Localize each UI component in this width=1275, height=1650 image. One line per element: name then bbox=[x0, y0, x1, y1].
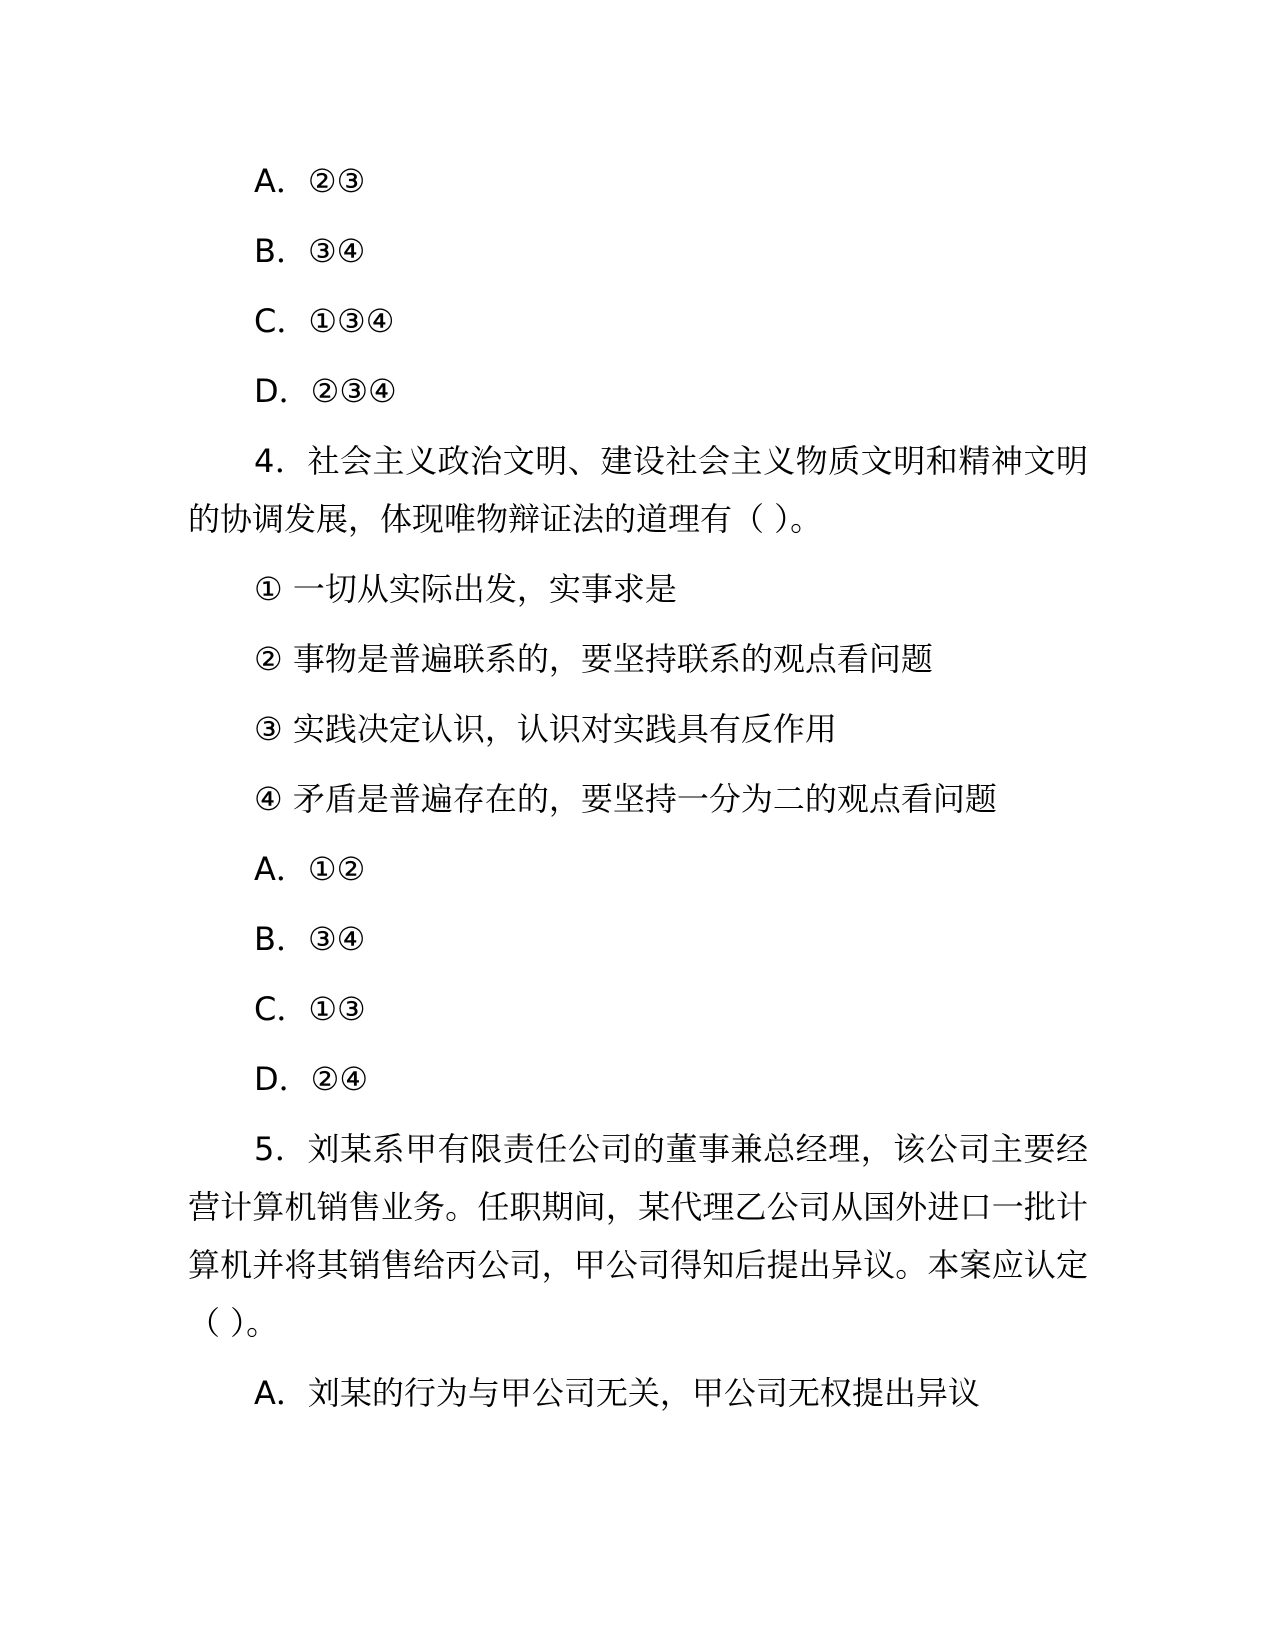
q3-option-a: A．②③ bbox=[254, 162, 366, 200]
q4-option-d: D．②④ bbox=[254, 1060, 369, 1098]
q4-stem: 4．社会主义政治文明、建设社会主义物质文明和精神文明的协调发展，体现唯物辩证法的道理有（ ）。 bbox=[188, 442, 1088, 538]
q5-stem: 5．刘某系甲有限责任公司的董事兼总经理，该公司主要经营计算机销售业务。任职期间，某代理乙公司从国外进口一批计算机并将其销售给丙公司，甲公司得知后提出异议。本案应认定（ ）。 bbox=[188, 1130, 1088, 1342]
q3-option-d: D．②③④ bbox=[254, 372, 397, 410]
q3-option-b: B．③④ bbox=[254, 232, 366, 270]
q4-statement-1: ① 一切从实际出发，实事求是 bbox=[254, 570, 677, 608]
q4-statement-3: ③ 实践决定认识，认识对实践具有反作用 bbox=[254, 710, 837, 748]
q4-statement-2: ② 事物是普遍联系的，要坚持联系的观点看问题 bbox=[254, 640, 933, 678]
q3-option-c: C．①③④ bbox=[254, 302, 395, 340]
q4-option-b: B．③④ bbox=[254, 920, 366, 958]
q4-statement-4: ④ 矛盾是普遍存在的，要坚持一分为二的观点看问题 bbox=[254, 780, 997, 818]
q5-option-a: A．刘某的行为与甲公司无关，甲公司无权提出异议 bbox=[254, 1374, 980, 1412]
document-page bbox=[188, 152, 1088, 1434]
q4-option-c: C．①③ bbox=[254, 990, 366, 1028]
q4-option-a: A．①② bbox=[254, 850, 366, 888]
